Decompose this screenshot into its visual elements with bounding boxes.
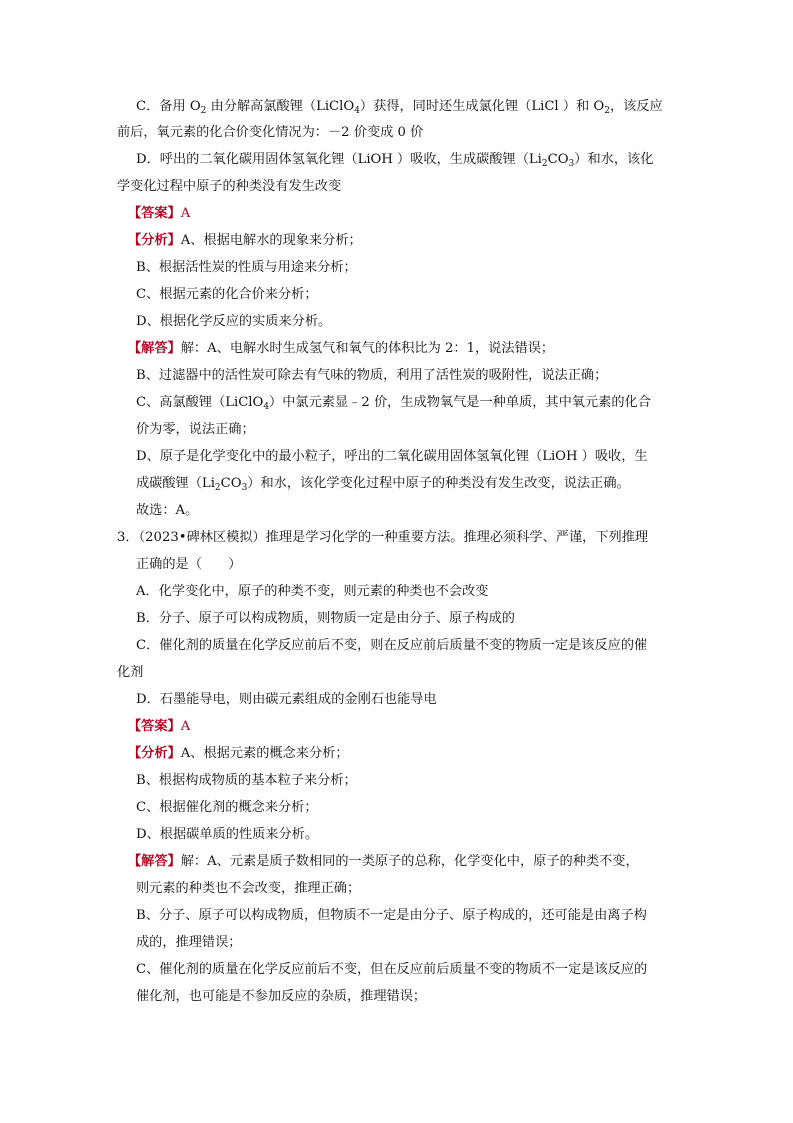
- q3-solution-c-line1: C、催化剂的质量在化学反应前后不变，但在反应前后质量不变的物质不一定是该反应的: [136, 962, 648, 977]
- q3-stem-line1: 3．（2023•碑林区模拟）推理是学习化学的一种重要方法。推理必须科学、严谨，下列推理: [117, 530, 649, 545]
- q2-analysis-d: D、根据化学反应的实质来分析。: [136, 314, 332, 329]
- q2-option-d-line1: D．呼出的二氧化碳用固体氢氧化锂（LiOH ）吸收，生成碳酸锂$(Li_2CO_3)$和水，该化: [136, 152, 654, 169]
- q3-solution-b-line1: B、分子、原子可以构成物质，但物质不一定是由分子、原子构成的，还可能是由离子构: [136, 908, 647, 923]
- q3-solution-b-line2: 成的，推理错误；: [136, 935, 242, 950]
- q3-option-b: B．分子、原子可以构成物质，则物质一定是由分子、原子构成的: [136, 611, 515, 626]
- q2-option-d-line2: 学变化过程中原子的种类没有发生改变: [117, 179, 342, 194]
- q3-analysis-c: C、根据催化剂的概念来分析；: [136, 800, 318, 815]
- q2-solution-c-line2: 价为零，说法正确；: [136, 422, 255, 437]
- q2-analysis-b: B、根据活性炭的性质与用途来分析；: [136, 260, 357, 275]
- q2-choice: 故选：A。: [136, 503, 199, 518]
- q2-solution-d-line2: 成碳酸锂$(Li_2CO_3)$和水，该化学变化过程中原子的种类没有发生改变，说法正确。: [136, 476, 630, 493]
- q2-analysis-c: C、根据元素的化合价来分析；: [136, 287, 318, 302]
- q2-analysis: 【分析】A、根据电解水的现象来分析；: [128, 233, 362, 248]
- q2-solution-d-line1: D、原子是化学变化中的最小粒子，呼出的二氧化碳用固体氢氧化锂（LiOH ）吸收，生: [136, 449, 648, 464]
- q3-solution-a-line2: 则元素的种类也不会改变，推理正确；: [136, 881, 361, 896]
- q3-answer: 【答案】A: [128, 719, 191, 734]
- q3-stem-line2: 正确的是（ ）: [136, 557, 242, 572]
- q2-solution-b: B、过滤器中的活性炭可除去有气味的物质，利用了活性炭的吸附性，说法正确；: [136, 368, 608, 383]
- q3-option-d: D．石墨能导电，则由碳元素组成的金刚石也能导电: [136, 692, 437, 707]
- q3-solution-c-line2: 催化剂，也可能是不参加反应的杂质，推理错误；: [136, 989, 427, 1004]
- q3-analysis: 【分析】A、根据元素的概念来分析；: [128, 746, 349, 761]
- q3-option-a: A．化学变化中，原子的种类不变，则元素的种类也不会改变: [136, 584, 489, 599]
- q3-analysis-b: B、根据构成物质的基本粒子来分析；: [136, 773, 357, 788]
- q3-analysis-d: D、根据碳单质的性质来分析。: [136, 827, 319, 842]
- q2-option-c-line2: 前后，氧元素的化合价变化情况为：－2 价变成 0 价: [117, 125, 424, 140]
- q2-solution: 【解答】解：A、电解水时生成氢气和氧气的体积比为 2：1，说法错误；: [128, 341, 555, 356]
- q2-solution-c-line1: C、高氯酸锂（LiClO$_4$）中氯元素显﹣2 价，生成物氧气是一种单质，其中氧元素的化合: [136, 395, 651, 412]
- q3-option-c-line1: C．催化剂的质量在化学反应前后不变，则在反应前后质量不变的物质一定是该反应的催: [136, 638, 648, 653]
- q2-option-c-line1: C．备用 $O_2$ 由分解高氯酸锂（LiClO$_4$）获得，同时还生成氯化锂（LiCl ）和 $O_2$，该反应: [136, 99, 663, 116]
- q3-solution: 【解答】解：A、元素是质子数相同的一类原子的总称，化学变化中，原子的种类不变，: [128, 854, 639, 869]
- q2-answer: 【答案】A: [128, 206, 191, 221]
- q3-option-c-line2: 化剂: [117, 665, 144, 680]
